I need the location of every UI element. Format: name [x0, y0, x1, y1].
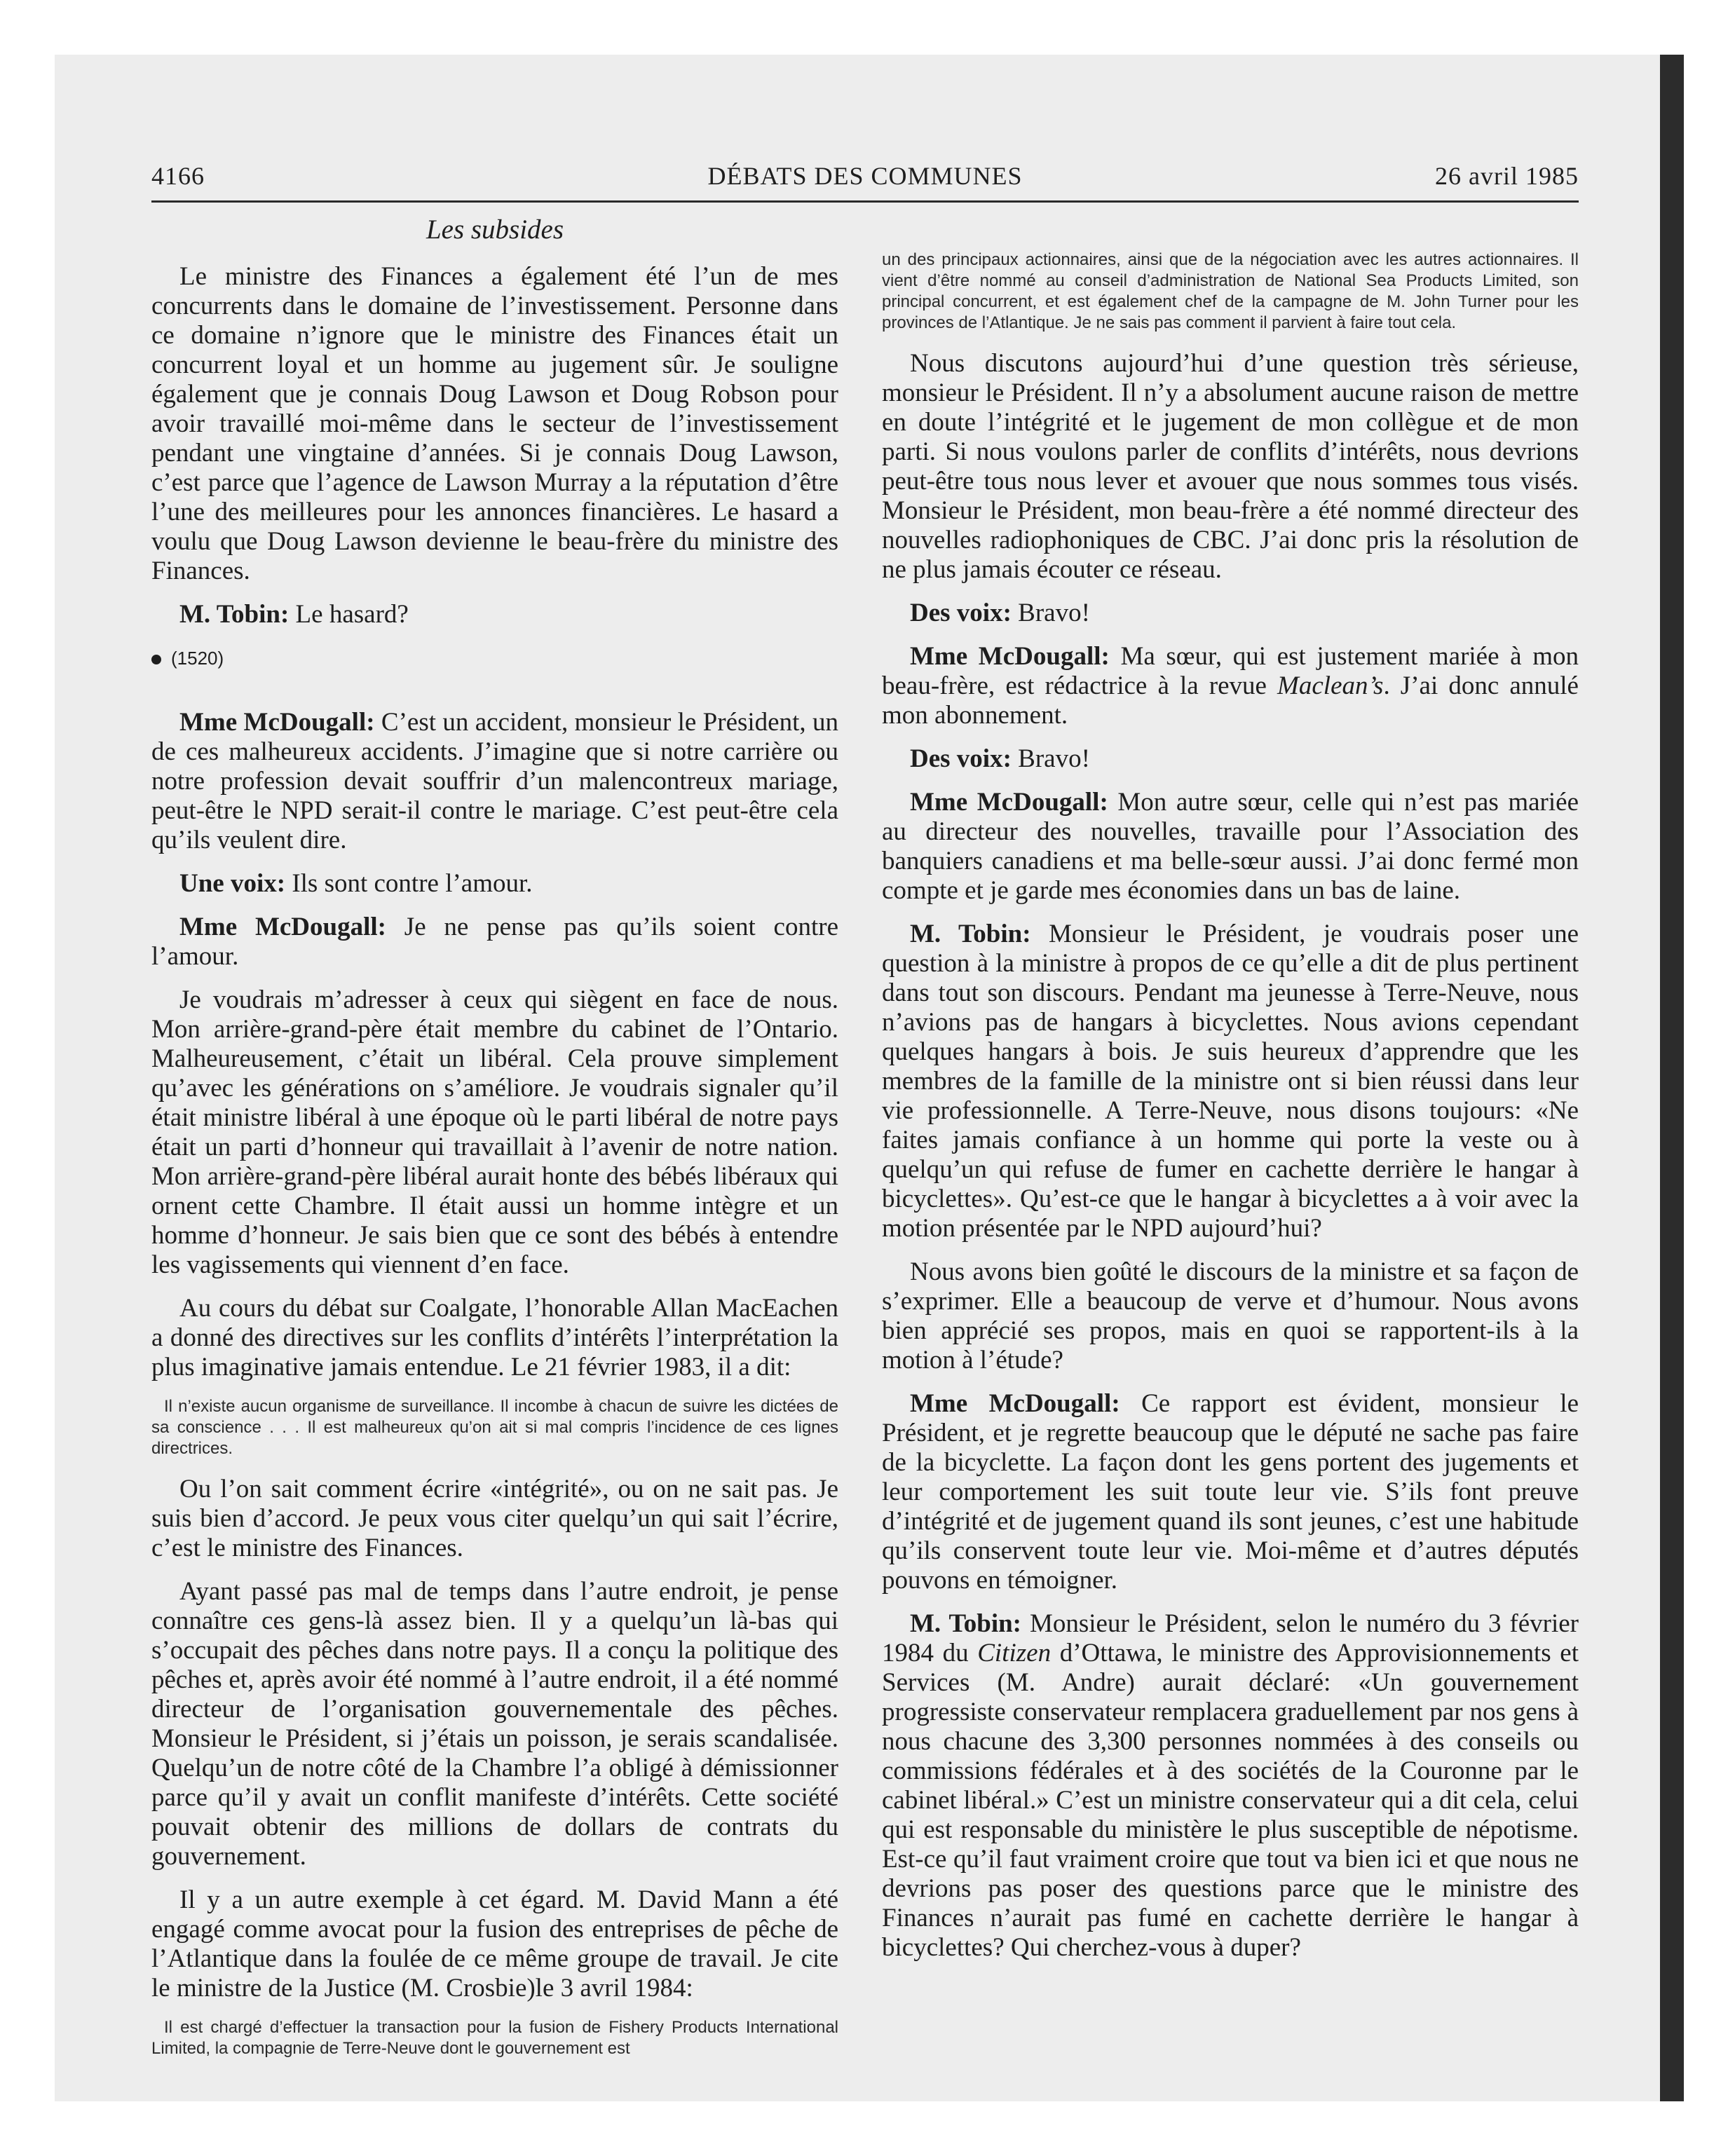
- bullet-icon: [151, 655, 161, 664]
- paragraph: [882, 1609, 1579, 1963]
- scan-edge: [1660, 55, 1684, 2101]
- paragraph: [151, 869, 838, 899]
- speech-text: Je ne pense pas qu’ils soient contre l’amour.: [151, 913, 838, 971]
- paragraph: Ayant passé pas mal de temps dans l’autre endroit, je pense connaître ces gens-là assez bien. Il y a quelqu’un là-bas qui s’occupait des pêches dans notre pays. Il a conçu la politique des pêches et, après avoir été nommé à l’autre endroit, il a été nommé directeur de l’organisation gouvernementale des pêches. Monsieur le Président, si j’étais un poisson, je serais scandalisée. Quelqu’un de notre côté de la Chambre l’a obligé à démissionner parce qu’il y avait un conflit manifeste d’intérêts. Cette société pouvait obtenir des millions de dollars de contrats du gouvernement.: [151, 1577, 838, 1871]
- speaker-name: Mme McDougall:: [179, 708, 375, 737]
- speech-text: Mon autre sœur, celle qui n’est pas mariée au directeur des nouvelles, travaille pour l’Association des banquiers canadiens et ma belle-sœur aussi. J’ai donc fermé mon compte et je garde mes économies dans un bas de laine.: [882, 788, 1579, 905]
- speech-text: Monsieur le Président, selon le numéro du 3 février 1984 du: [882, 1609, 1579, 1667]
- speech-text: Le hasard?: [289, 600, 409, 629]
- paragraph: [882, 642, 1579, 730]
- speaker-name: M. Tobin:: [179, 600, 290, 629]
- publication-name: Maclean’s: [1277, 671, 1384, 700]
- speech-text: Ils sont contre l’amour.: [285, 869, 533, 898]
- paragraph: Ou l’on sait comment écrire «intégrité», ou on ne sait pas. Je suis bien d’accord. Je peux vous citer quelqu’un qui sait l’écrire, c’est le ministre des Finances.: [151, 1475, 838, 1562]
- speech-text: . J’ai donc annulé mon abonnement.: [882, 671, 1579, 730]
- speech-text: Bravo!: [1011, 599, 1090, 627]
- paragraph: Je voudrais m’adresser à ceux qui siègent en face de nous. Mon arrière-grand-père était membre du cabinet de l’Ontario. Malheureusement, c’était un libéral. Cela prouve simplement qu’avec les générations on s’améliore. Je voudrais signaler qu’il était ministre libéral à une époque où le parti libéral de notre pays était un parti d’honneur qui travaillait à l’avenir de notre nation. Mon arrière-grand-père libéral aurait honte des bébés libéraux qui ornent cette Chambre. Il était aussi un homme intègre et un homme d’honneur. Je sais bien que ce sont des bébés à entendre les vagissements qui viennent d’en face.: [151, 985, 838, 1279]
- quotation: Il est chargé d’effectuer la transaction pour la fusion de Fishery Products International Limited, la compagnie de Terre-Neuve dont le gouvernement est: [151, 2018, 838, 2058]
- speaker-name: Mme McDougall:: [179, 913, 386, 941]
- timestamp: [151, 643, 838, 673]
- paragraph: [151, 600, 838, 629]
- speech-text: Monsieur le Président, je voudrais poser une question à la ministre à propos de ce qu’elle a dit de plus pertinent dans tout son discours. Pendant ma jeunesse à Terre-Neuve, nous n’avions pas de hangars à bicyclettes. Nous avions cependant quelques hangars à bois. Je suis heureux d’apprendre que les membres de la famille de la ministre ont si bien réussi dans leur vie professionnelle. A Terre-Neuve, nous disons toujours: «Ne faites jamais confiance à un homme qui porte la veste ou à quelqu’un qui refuse de fumer en cachette derrière le hangar à bicyclettes». Qu’est-ce que le hangar à bicyclettes a à voir avec la motion présentée par le NPD aujourd’hui?: [882, 920, 1579, 1243]
- speaker-name: Mme McDougall:: [910, 642, 1110, 671]
- paragraph: Au cours du débat sur Coalgate, l’honorable Allan MacEachen a donné des directives sur les conflits d’intérêts l’interprétation la plus imaginative jamais entendue. Le 21 février 1983, il a dit:: [151, 1294, 838, 1381]
- quotation: un des principaux actionnaires, ainsi que de la négociation avec les autres actionnaires. Il vient d’être nommé au conseil d’administration de National Sea Products Limited, son principal concurrent, et est également chef de la campagne de M. John Turner pour les provinces de l’Atlantique. Je ne sais pas comment il parvient à faire tout cela.: [882, 250, 1579, 332]
- paragraph: [882, 920, 1579, 1243]
- speaker-name: Mme McDougall:: [910, 1389, 1120, 1418]
- publication-name: Citizen: [977, 1639, 1052, 1667]
- left-column: [151, 214, 838, 2075]
- paragraph: [151, 913, 838, 971]
- section-title: Les subsides: [426, 214, 564, 245]
- speech-text: d’Ottawa, le ministre des Approvisionnements et Services (M. Andre) aurait déclaré: «Un gouvernement progressiste conservateur remplacera graduellement par nos gens à nous chacune des 3,300 personnes nommées à des conseils ou commissions fédérales et à des sociétés de la Couronne par le cabinet libéral.» C’est un ministre conservateur qui a dit cela, celui qui est responsable du ministère le plus susceptible de népotisme. Est-ce qu’il faut vraiment croire que tout va bien ici et que nous ne devrions pas poser des questions parce que le ministre des Finances n’aurait pas fumé en cachette derrière le hangar à bicyclettes? Qui cherchez-vous à duper?: [882, 1639, 1579, 1962]
- quotation: Il n’existe aucun organisme de surveillance. Il incombe à chacun de suivre les dictées de sa conscience . . . Il est malheureux qu’on ait si mal compris l’incidence de ces lignes directrices.: [151, 1397, 838, 1458]
- speech-text: Ce rapport est évident, monsieur le Président, et je regrette beaucoup que le député ne sache pas faire de la bicyclette. La façon dont les gens portent des jugements et leur comportement les suit toute leur vie. S’ils font preuve d’intégrité et de jugement quand ils sont jeunes, c’est une habitude qu’ils conservent toute leur vie. Moi-même et d’autres députés pouvons en témoigner.: [882, 1389, 1579, 1595]
- speaker-name: Une voix:: [179, 869, 286, 898]
- speaker-name: Des voix:: [910, 744, 1012, 773]
- paragraph: Nous discutons aujourd’hui d’une question très sérieuse, monsieur le Président. Il n’y a absolument aucune raison de mettre en doute l’intégrité et le jugement de mon collègue et de mon parti. Si nous voulons parler de conflits d’intérêts, nous devrions peut-être tous nous lever et avouer que nous sommes tous visés. Monsieur le Président, mon beau-frère a été nommé directeur des nouvelles radiophoniques de CBC. J’ai donc pris la résolution de ne plus jamais écouter ce réseau.: [882, 349, 1579, 584]
- page-header: [151, 157, 1579, 203]
- speaker-name: Des voix:: [910, 599, 1012, 627]
- page-number: 4166: [151, 162, 205, 190]
- page-date: 26 avril 1985: [1435, 162, 1579, 190]
- speech-text: C’est un accident, monsieur le Président, un de ces malheureux accidents. J’imagine que si notre carrière ou notre profession devait souffrir d’un malencontreux mariage, peut-être le NPD serait-il contre le mariage. C’est peut-être cela qu’ils veulent dire.: [151, 708, 838, 854]
- paragraph: [882, 788, 1579, 906]
- speech-text: Bravo!: [1011, 744, 1090, 773]
- paragraph: Le ministre des Finances a également été l’un de mes concurrents dans le domaine de l’investissement. Personne dans ce domaine n’ignore que le ministre des Finances était un concurrent loyal et un homme au jugement sûr. Je souligne également que je connais Doug Lawson et Doug Robson pour avoir travaillé moi-même dans le secteur de l’investissement pendant une vingtaine d’années. Si je connais Doug Lawson, c’est parce que l’agence de Lawson Murray a la réputation d’être l’une des meilleures pour les annonces financières. Le hasard a voulu que Doug Lawson devienne le beau-frère du ministre des Finances.: [151, 262, 838, 585]
- timestamp-text: (1520): [171, 648, 224, 669]
- paragraph: Il y a un autre exemple à cet égard. M. David Mann a été engagé comme avocat pour la fusion des entreprises de pêche de l’Atlantique dans la foulée de ce même groupe de travail. Je cite le ministre de la Justice (M. Crosbie)le 3 avril 1984:: [151, 1885, 838, 2003]
- paragraph: Nous avons bien goûté le discours de la ministre et sa façon de s’exprimer. Elle a beaucoup de verve et d’humour. Nous avons bien apprécié ses propos, mais en quoi se rapportent-ils à la motion à l’étude?: [882, 1257, 1579, 1374]
- speaker-name: Mme McDougall:: [910, 788, 1108, 817]
- publication-title: DÉBATS DES COMMUNES: [707, 162, 1023, 190]
- speaker-name: M. Tobin:: [910, 920, 1031, 948]
- paragraph: [882, 744, 1579, 774]
- speaker-name: M. Tobin:: [910, 1609, 1021, 1638]
- paragraph: [882, 1389, 1579, 1595]
- paragraph: [151, 708, 838, 855]
- paragraph: [882, 599, 1579, 628]
- speech-text: Ma sœur, qui est justement mariée à mon beau-frère, est rédactrice à la revue: [882, 642, 1579, 700]
- right-column: [882, 250, 1579, 1977]
